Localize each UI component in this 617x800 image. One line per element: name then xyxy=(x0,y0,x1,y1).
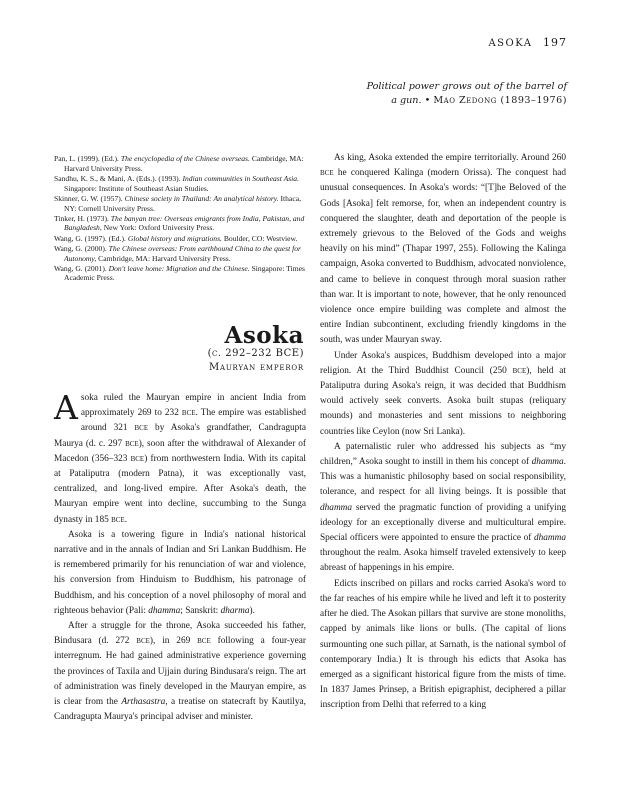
epigraph xyxy=(327,80,567,108)
reference-item: Sandhu, K. S., & Mani, A. (Eds.). (1993). Indian communities in Southeast Asia. Singapore: Institute of Southeast Asian Studies. xyxy=(54,173,299,193)
reference-item: Pan, L. (1999). (Ed.). The encyclopedia of the Chinese overseas. Cambridge, MA: Harvard University Press. xyxy=(54,154,304,173)
epigraph-author: Mao Zedong (1893–1976) xyxy=(433,95,567,106)
reference-item: Tinker, H. (1973). The banyan tree: Overseas emigrants from India, Pakistan, and Bangladesh, New York: Oxford University Press. xyxy=(54,213,305,233)
reference-item: Wang, G. (2001). Don't leave home: Migration and the Chinese. Singapore: Times Academic Press. xyxy=(54,263,305,283)
entry-dates: (c. 292–232 BCE) xyxy=(207,348,304,359)
paragraph: Asoka is a towering figure in India's national historical narrative and in the annals of Indian and Sri Lankan Buddhism. He is remembered primarily for his renunciation of war and violence, his conversion from Hinduism to Buddhism, his patronage of Buddhism, and his conception of a novel philosophy of moral and righteous behavior (Pali: dhamma; Sanskrit: dharma). xyxy=(54,529,306,616)
left-column xyxy=(54,388,306,725)
reference-item: Wang, G. (1997). (Ed.). Global history and migrations. Boulder, CO: Westview. xyxy=(54,233,298,243)
right-column xyxy=(320,151,566,714)
paragraph: Under Asoka's auspices, Buddhism developed into a major religion. At the Third Buddhist Council (250 bce), held at Pataliputra during Asoka's reign, it was decided that Buddhism would actively seek converts. Asoka built stupas (reliquary mounds) and monasteries and sent missions to neighboring countries like Ceylon (now Sri Lanka). xyxy=(320,350,566,437)
drop-cap: A xyxy=(54,388,78,427)
paragraph: A paternalistic ruler who addressed his subjects as “my children,” Asoka sought to instill in them his concept of dhamma. This was a humanistic philosophy based on social responsibility, tolerance, and respect for all living beings. It is possible that dhamma served the pragmatic function of providing a unifying ideology for an exceptionally diverse and multicultural empire. Special officers were appointed to ensure the practice of dhamma throughout the realm. Asoka himself traveled extensively to keep abreast of happenings in his empire. xyxy=(320,441,566,574)
paragraph: After a struggle for the throne, Asoka succeeded his father, Bindusara (d. 272 bce), in 269 bce following a four-year interregnum. He had gained administrative experience governing the provinces of Taxila and Ujjain during Bindusara's reign. The art of administration was finely developed in the Mauryan empire, as is clear from the Arthasastra, a treatise on statecraft by Kautilya, Candragupta Maurya's principal adviser and minister. xyxy=(54,621,306,723)
paragraph: Asoka ruled the Mauryan empire in ancient India from approximately 269 to 232 bce. The empire was established around 321 bce by Asoka's grandfather, Candragupta Maurya (d. c. 297 bce), soon after the withdrawal of Alexander of Macedon (356–323 bce) from northwestern India. With its capital at Pataliputra (modern Patna), it was exceptionally vast, centralized, and long-lived empire. After Asoka's death, the Mauryan empire went into decline, succumbing to the Sunga dynasty in 185 bce. xyxy=(54,388,306,525)
reference-list xyxy=(54,154,306,284)
entry-title: Asoka xyxy=(224,322,304,349)
running-head xyxy=(488,36,567,49)
paragraph: As king, Asoka extended the empire territorially. Around 260 bce he conquered Kalinga (modern Orissa). The conquest had unusual consequences. In Asoka's words: “[T]he Beloved of the Gods [Asoka] felt remorse, for, when an independent country is conquered the slaughter, death and deportation of the people is extremely grievous to the Beloved of the Gods and weighs heavily on his mind” (Thapar 1997, 255). Following the Kalinga campaign, Asoka converted to Buddhism, advocated nonviolence, and came to believe in conquest through moral suasion rather than war. It is important to note, however, that he only renounced violence once empire building was complete and almost the entire Indian subcontinent, excluding friendly kingdoms in the south, was under Mauryan sway. xyxy=(320,153,566,346)
running-head-section: ASOKA xyxy=(488,38,533,49)
page-number: 197 xyxy=(543,36,567,49)
epigraph-quote-line1: Political power grows out of the barrel of xyxy=(366,81,567,92)
paragraph: Edicts inscribed on pillars and rocks carried Asoka's word to the far reaches of his empire while he lived and left it to posterity after he died. The Asokan pillars that survive are stone monoliths, capped by animals like lions or bulls. (The capital of lions surmounting one such pillar, at Sarnath, is the national symbol of contemporary India.) It is through his edicts that Asoka has emerged as a significant historical figure from the mists of time. In 1837 James Prinsep, a British epigraphist, deciphered a pillar inscription from Delhi that referred to a king xyxy=(320,578,566,711)
reference-item: Wang, G. (2000). The Chinese overseas: From earthbound China to the quest for Autonomy, Cambridge, MA: Harvard University Press. xyxy=(54,243,301,263)
epigraph-quote-line2: a gun. xyxy=(391,95,422,106)
epigraph-bullet: • xyxy=(421,95,434,106)
entry-role: Mauryan emperor xyxy=(208,362,304,373)
reference-item: Skinner, G. W. (1957). Chinese society in Thailand: An analytical history. Ithaca, NY: Cornell University Press. xyxy=(54,193,301,213)
